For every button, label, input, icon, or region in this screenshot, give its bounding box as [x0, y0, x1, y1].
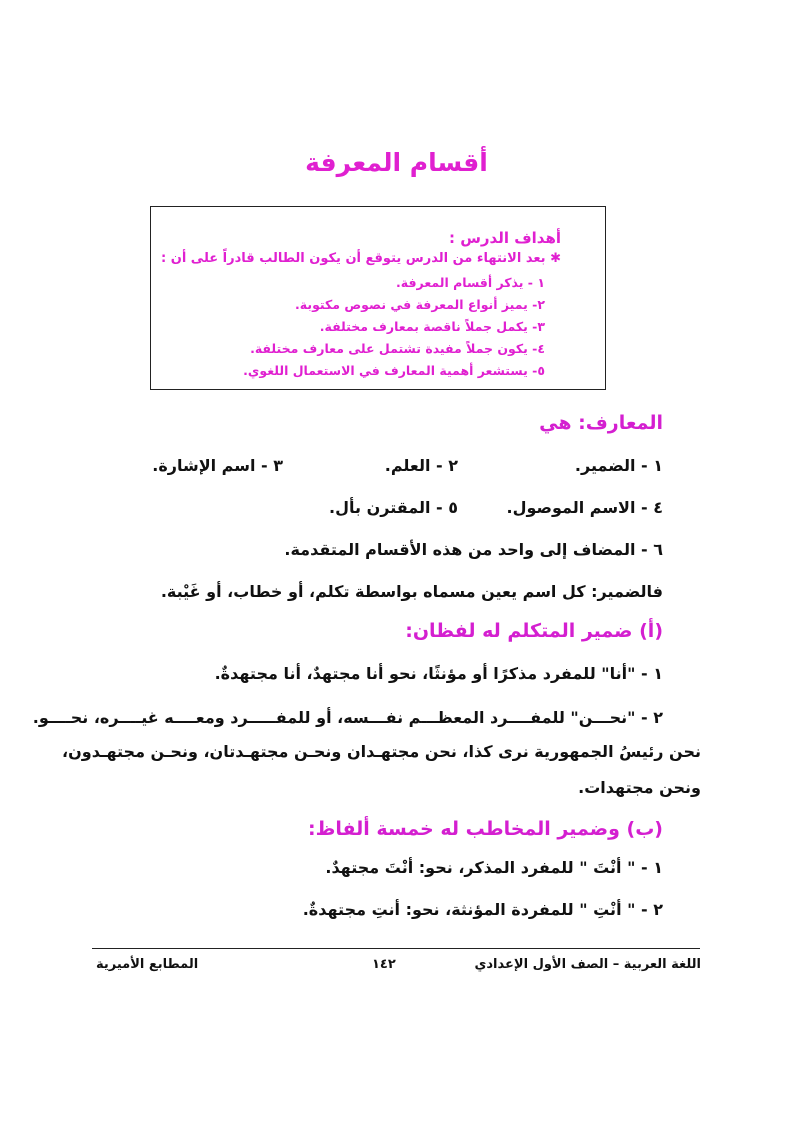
- objective-item: ٥- يستشعر أهمية المعارف في الاستعمال اللغوي.: [243, 363, 545, 378]
- objective-item: ٣- يكمل جملاً ناقصة بمعارف مختلفة.: [319, 319, 545, 334]
- section-a-item-1: ١ - "أنا" للمفرد مذكرًا أو مؤنثًا، نحو أنا مجتهدٌ، أنا مجتهدةٌ.: [214, 664, 663, 683]
- section-b-heading: (ب) وضمير المخاطب له خمسة ألفاظ:: [308, 818, 663, 840]
- maarif-item-4: ٤ - الاسم الموصول.: [506, 498, 663, 517]
- footer-page-number: ١٤٢: [372, 957, 396, 972]
- footer-publisher: المطابع الأميرية: [96, 957, 199, 972]
- page-title: أقسام المعرفة: [305, 148, 488, 177]
- section-b-item-1: ١ - " أنْتَ " للمفرد المذكر، نحو: أنْتَ مجتهدٌ.: [325, 858, 663, 877]
- objective-item: ١ - يذكر أقسام المعرفة.: [396, 275, 545, 290]
- objective-item: ٢- يميز أنواع المعرفة في نصوص مكتوبة.: [295, 297, 545, 312]
- section-a-heading: (أ) ضمير المتكلم له لفظان:: [405, 620, 663, 642]
- maarif-item-3: ٣ - اسم الإشارة.: [152, 456, 283, 475]
- objectives-heading: أهداف الدرس :: [449, 229, 561, 247]
- section-a-item-2-line-1: ٢ - "نحـــن" للمفــــرد المعظـــم نفـــسه، أو للمفـــــرد ومعــــه غيــــره، نحــــو.: [32, 708, 663, 727]
- section-a-item-2-line-3: ونحن مجتهدات.: [578, 778, 701, 797]
- objective-item: ٤- يكون جملاً مفيدة تشتمل على معارف مختلفة.: [250, 341, 545, 356]
- objectives-intro: [161, 251, 561, 266]
- section-a-item-2-line-2: نحن رئيسُ الجمهورية نرى كذا، نحن مجتهـدان ونحـن مجتهـدتان، ونحـن مجتهـدون،: [62, 742, 701, 761]
- maarif-item-1: ١ - الضمير.: [574, 456, 663, 475]
- objectives-box: [150, 206, 606, 390]
- pronoun-definition: فالضمير: كل اسم يعين مسماه بواسطة تكلم، أو خطاب، أو غَيْبة.: [160, 582, 663, 601]
- maarif-item-2: ٢ - العلم.: [384, 456, 458, 475]
- maarif-item-5: ٥ - المقترن بأل.: [329, 498, 458, 517]
- maarif-heading: المعارف: هي: [539, 412, 663, 434]
- bullet-icon: ✱: [550, 251, 561, 266]
- maarif-item-6: ٦ - المضاف إلى واحد من هذه الأقسام المتقدمة.: [284, 540, 663, 559]
- footer-book-title: اللغة العربية – الصف الأول الإعدادي: [474, 957, 701, 972]
- objectives-intro-text: بعد الانتهاء من الدرس يتوقع أن يكون الطالب قادراً على أن :: [161, 251, 546, 266]
- footer-divider: [92, 948, 700, 949]
- section-b-item-2: ٢ - " أنْتِ " للمفردة المؤنثة، نحو: أنتِ مجتهدةٌ.: [302, 900, 663, 919]
